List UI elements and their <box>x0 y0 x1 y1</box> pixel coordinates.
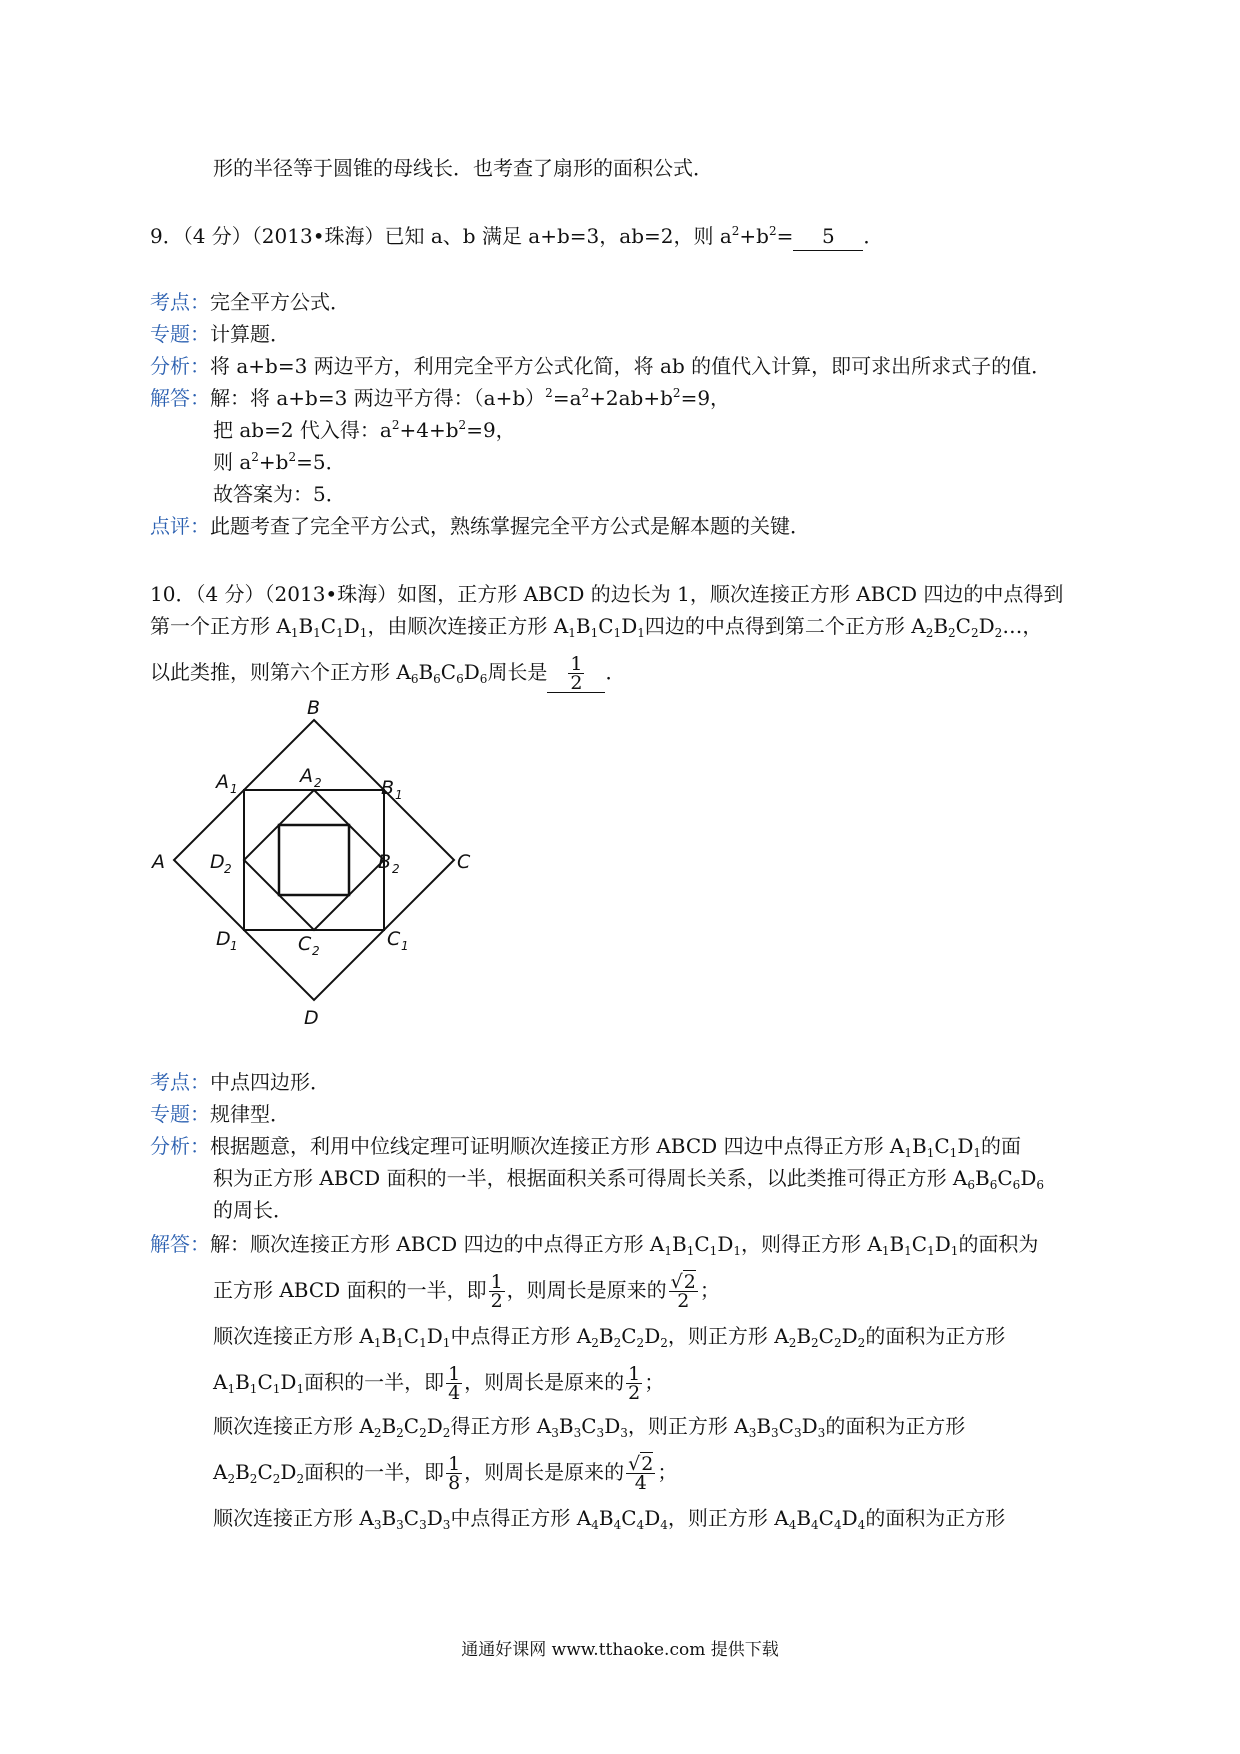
frac-num: 1 <box>448 1453 461 1475</box>
q10-text: ，由顺次连接正方形 A <box>367 614 569 638</box>
label-B1-sub: 1 <box>395 788 403 802</box>
jieda-text: C <box>621 1506 637 1530</box>
sqrt <box>671 1273 696 1291</box>
label-D1-sub: 1 <box>230 939 238 953</box>
sub: 1 <box>336 626 344 640</box>
label-kaodian: 考点： <box>150 290 210 314</box>
frac-num: 1 <box>490 1271 503 1293</box>
sub: 3 <box>419 1518 427 1532</box>
label-D1: D <box>216 928 231 950</box>
jieda-text: D <box>426 1414 443 1438</box>
sub: 2 <box>636 1336 645 1350</box>
q10-jieda-2 <box>213 1268 720 1312</box>
fraction-eighth <box>446 1455 462 1492</box>
jieda-text: B <box>672 1232 687 1256</box>
sub: 2 <box>811 1336 819 1350</box>
q10-text: B <box>298 614 314 638</box>
jieda-text: =5． <box>296 450 346 474</box>
jieda-text: ，则正方形 A <box>627 1414 749 1438</box>
sup: 2 <box>731 224 740 238</box>
q9-jieda-2 <box>213 416 516 444</box>
jieda-text: D <box>280 1370 297 1394</box>
label-zhuanti: 专题： <box>150 1102 210 1126</box>
jieda-text: 面积的一半，即 <box>304 1370 445 1394</box>
q10-text: B <box>418 660 434 684</box>
jieda-text: C <box>403 1414 420 1438</box>
sup: 2 <box>251 450 259 464</box>
jieda-text: C <box>257 1460 273 1484</box>
q10-jieda-5 <box>213 1412 965 1440</box>
jieda-text: 的面积为正方形 <box>825 1414 966 1438</box>
q10-fenxi-3: 的周长． <box>213 1198 293 1222</box>
q10-text: D <box>343 614 360 638</box>
label-A2: A <box>300 765 313 787</box>
sub: 3 <box>373 1518 382 1532</box>
label-B: B <box>307 700 321 719</box>
label-C: C <box>457 851 471 873</box>
sub: 1 <box>973 1146 981 1160</box>
frac-num: 1 <box>628 1363 641 1385</box>
q10-jieda-7 <box>213 1504 1005 1532</box>
jieda-text: C <box>403 1506 420 1530</box>
q10-text: 以此类推，则第六个正方形 A <box>150 660 411 684</box>
sub: 1 <box>950 1244 959 1258</box>
jieda-text: 中点得正方形 A <box>450 1324 592 1348</box>
sub: 1 <box>926 1146 935 1160</box>
q10-jieda-1 <box>150 1230 1038 1258</box>
sub: 4 <box>613 1518 622 1532</box>
sub: 6 <box>456 672 464 686</box>
label-C1: C <box>387 928 401 950</box>
sub: 3 <box>596 1426 605 1440</box>
jieda-text: B <box>381 1414 397 1438</box>
label-zhuanti: 专题： <box>150 322 210 346</box>
sub: 4 <box>811 1518 819 1532</box>
jieda-text: 则 a <box>213 450 252 474</box>
jieda-text: ，则周长是原来的 <box>464 1460 625 1484</box>
frac-num: 1 <box>448 1363 461 1385</box>
square-a3b3c3d3 <box>279 825 349 895</box>
label-A2-sub: 2 <box>314 776 322 790</box>
sub: 2 <box>249 1472 258 1486</box>
sub: 3 <box>748 1426 757 1440</box>
fenxi-text: B <box>912 1134 927 1158</box>
sub: 1 <box>904 1146 913 1160</box>
label-A1-sub: 1 <box>230 782 238 796</box>
q10-text: C <box>598 614 614 638</box>
q10-jieda-6 <box>213 1450 677 1494</box>
fraction-half <box>489 1273 505 1310</box>
sub: 1 <box>419 1336 427 1350</box>
q9-stem-text: = <box>776 224 794 248</box>
sub: 4 <box>591 1518 599 1532</box>
sup: 2 <box>288 450 297 464</box>
fenxi-text: 根据题意，利用中位线定理可证明顺次连接正方形 ABCD 四边中点得正方形 A <box>210 1134 905 1158</box>
q10-text: D <box>463 660 480 684</box>
sub: 1 <box>637 626 645 640</box>
jieda-text: ； <box>699 1278 720 1302</box>
fenxi-text: D <box>1020 1166 1037 1190</box>
q10-text: 第一个正方形 A <box>150 614 291 638</box>
sub: 1 <box>949 1146 958 1160</box>
frac-den: 2 <box>628 1382 641 1404</box>
sub: 2 <box>925 626 934 640</box>
q9-stem <box>150 222 883 251</box>
sup: 2 <box>672 386 681 400</box>
jieda-text: D <box>280 1460 297 1484</box>
sub: 6 <box>433 672 441 686</box>
sub: 2 <box>373 1426 382 1440</box>
label-D: D <box>304 1007 319 1029</box>
frac-den: 8 <box>448 1472 461 1494</box>
dianping-text: 此题考查了完全平方公式，熟练掌握完全平方公式是解本题的关键． <box>210 514 810 538</box>
sub: 3 <box>817 1426 826 1440</box>
jieda-text: D <box>644 1506 661 1530</box>
sub: 2 <box>296 1472 305 1486</box>
jieda-text: C <box>581 1414 597 1438</box>
jieda-text: C <box>694 1232 710 1256</box>
q9-fenxi <box>150 352 1051 380</box>
q10-text: B <box>575 614 591 638</box>
jieda-text: C <box>911 1232 928 1256</box>
sub: 2 <box>788 1336 797 1350</box>
q9-jieda-3 <box>213 448 346 476</box>
jieda-text: D <box>426 1506 443 1530</box>
sub: 6 <box>479 672 488 686</box>
fraction-quarter <box>446 1365 462 1402</box>
sub: 6 <box>989 1178 998 1192</box>
sub: 3 <box>442 1518 451 1532</box>
q10-text: C <box>955 614 971 638</box>
jieda-text: C <box>257 1370 273 1394</box>
label-B2: B <box>378 851 392 873</box>
sqrt-sign: √ <box>628 1453 641 1475</box>
label-C2-sub: 2 <box>312 944 320 958</box>
jieda-text: ； <box>644 1370 665 1394</box>
sup: 2 <box>545 386 553 400</box>
sub: 2 <box>613 1336 622 1350</box>
jieda-text: 得正方形 A <box>450 1414 552 1438</box>
sub: 3 <box>793 1426 802 1440</box>
fenxi-text: 的面 <box>981 1134 1021 1158</box>
intro-line: 形的半径等于圆锥的母线长．也考查了扇形的面积公式． <box>213 156 713 180</box>
sub: 6 <box>1012 1178 1021 1192</box>
label-A1: A <box>216 771 229 793</box>
square-a1b1c1d1 <box>244 790 384 930</box>
frac-den: 4 <box>448 1382 461 1404</box>
sup: 2 <box>581 386 590 400</box>
jieda-text: B <box>235 1460 250 1484</box>
sub: 3 <box>573 1426 582 1440</box>
jieda-text: D <box>934 1232 951 1256</box>
sub: 4 <box>636 1518 645 1532</box>
sub: 1 <box>227 1382 236 1396</box>
q9-jieda-1 <box>150 384 730 412</box>
q10-text: …， <box>1002 614 1043 638</box>
sub: 1 <box>686 1244 695 1258</box>
jieda-text: 解：顺次连接正方形 ABCD 四边的中点得正方形 A <box>210 1232 665 1256</box>
q9-kaodian <box>150 288 350 316</box>
label-C2: C <box>298 933 312 955</box>
sub: 2 <box>396 1426 404 1440</box>
jieda-text: ； <box>657 1460 678 1484</box>
kaodian-text: 完全平方公式． <box>210 290 350 314</box>
jieda-text: D <box>717 1232 734 1256</box>
jieda-text: ，则周长是原来的 <box>506 1278 667 1302</box>
jieda-text: B <box>235 1370 250 1394</box>
sqrt-sign: √ <box>670 1271 683 1293</box>
jieda-text: 顺次连接正方形 A <box>213 1414 374 1438</box>
q10-fenxi-2 <box>213 1164 1044 1192</box>
jieda-text: B <box>381 1324 397 1348</box>
jieda-text: ，则得正方形 A <box>741 1232 882 1256</box>
jieda-text: 正方形 ABCD 面积的一半，即 <box>213 1278 487 1302</box>
jieda-text: B <box>756 1414 772 1438</box>
sub: 1 <box>904 1244 912 1258</box>
sub: 2 <box>948 626 956 640</box>
sub: 1 <box>664 1244 673 1258</box>
q10-zhuanti <box>150 1100 290 1128</box>
q10-text: D <box>978 614 995 638</box>
sub: 1 <box>709 1244 718 1258</box>
frac-den: 4 <box>634 1472 647 1494</box>
nested-squares-figure <box>150 700 480 1030</box>
label-A: A <box>152 851 165 873</box>
fraction-sqrt2-over-2 <box>669 1273 698 1310</box>
jieda-text: B <box>796 1324 812 1348</box>
kaodian-text: 中点四边形． <box>210 1070 330 1094</box>
q10-text: B <box>933 614 949 638</box>
sub: 2 <box>970 626 979 640</box>
jieda-text: ，则正方形 A <box>667 1506 789 1530</box>
q9-stem-text: 9．（4 分）（2013•珠海）已知 a、b 满足 a+b=3，ab=2，则 a <box>150 224 732 248</box>
fenxi-text: B <box>975 1166 990 1190</box>
q10-text: D <box>621 614 638 638</box>
page-footer: 通通好课网 www.tthaoke.com 提供下载 <box>461 1640 779 1660</box>
sub: 2 <box>857 1336 866 1350</box>
jieda-text: +2ab+b <box>589 386 673 410</box>
sqrt <box>628 1455 653 1473</box>
sub: 2 <box>227 1472 236 1486</box>
q9-zhuanti <box>150 320 290 348</box>
q9-stem-text: +b <box>739 224 769 248</box>
q10-stem-3 <box>150 652 625 693</box>
label-jieda: 解答： <box>150 386 210 410</box>
jieda-text: 解：将 a+b=3 两边平方得：（a+b） <box>210 386 546 410</box>
label-D2: D <box>210 851 225 873</box>
jieda-text: B <box>598 1506 614 1530</box>
jieda-text: ，则周长是原来的 <box>464 1370 625 1394</box>
label-dianping: 点评： <box>150 514 210 538</box>
q10-text: 四边的中点得到第二个正方形 A <box>644 614 926 638</box>
zhuanti-text: 规律型． <box>210 1102 290 1126</box>
jieda-text: B <box>558 1414 574 1438</box>
sub: 6 <box>410 672 419 686</box>
sub: 1 <box>313 626 321 640</box>
fenxi-text: C <box>997 1166 1013 1190</box>
jieda-text: 中点得正方形 A <box>450 1506 592 1530</box>
sub: 1 <box>249 1382 258 1396</box>
jieda-text: D <box>841 1324 858 1348</box>
label-jieda: 解答： <box>150 1232 210 1256</box>
jieda-text: C <box>621 1324 637 1348</box>
label-fenxi: 分析： <box>150 1134 210 1158</box>
label-D2-sub: 2 <box>224 862 232 876</box>
sub: 1 <box>927 1244 935 1258</box>
q10-jieda-3 <box>213 1322 1005 1350</box>
jieda-text: +4+b <box>399 418 459 442</box>
q10-text: C <box>440 660 457 684</box>
jieda-text: D <box>644 1324 661 1348</box>
sup: 2 <box>391 418 400 432</box>
sub: 4 <box>788 1518 797 1532</box>
jieda-text: B <box>381 1506 397 1530</box>
fraction-half <box>626 1365 642 1402</box>
jieda-text: D <box>801 1414 818 1438</box>
sub: 3 <box>551 1426 559 1440</box>
frac-den: 2 <box>570 672 583 694</box>
sub: 1 <box>296 1382 305 1396</box>
sup: 2 <box>458 418 467 432</box>
jieda-text: D <box>426 1324 443 1348</box>
sub: 4 <box>857 1518 866 1532</box>
jieda-text: C <box>403 1324 420 1348</box>
sub: 1 <box>568 626 576 640</box>
sub: 4 <box>833 1518 842 1532</box>
sub: 2 <box>833 1336 842 1350</box>
sub: 2 <box>419 1426 427 1440</box>
jieda-text: B <box>889 1232 905 1256</box>
jieda-text: B <box>598 1324 614 1348</box>
sub: 2 <box>442 1426 451 1440</box>
frac-den: 2 <box>677 1290 690 1312</box>
sub: 1 <box>272 1382 281 1396</box>
sub: 1 <box>733 1244 741 1258</box>
sub: 1 <box>881 1244 890 1258</box>
sub: 4 <box>660 1518 668 1532</box>
sub: 2 <box>591 1336 599 1350</box>
sub: 3 <box>771 1426 779 1440</box>
sup: 2 <box>768 224 777 238</box>
jieda-text: 的面积为正方形 <box>865 1324 1006 1348</box>
zhuanti-text: 计算题． <box>210 322 290 346</box>
sub: 1 <box>590 626 599 640</box>
q9-stem-end: ． <box>863 224 884 248</box>
fenxi-text: 积为正方形 ABCD 面积的一半，根据面积关系可得周长关系，以此类推可得正方形 A <box>213 1166 968 1190</box>
q9-jieda-4: 故答案为：5． <box>213 482 346 506</box>
label-kaodian: 考点： <box>150 1070 210 1094</box>
q9-dianping <box>150 512 810 540</box>
q10-fenxi-1 <box>150 1132 1021 1160</box>
sqrt-radicand: 2 <box>683 1271 696 1293</box>
jieda-text: C <box>818 1324 834 1348</box>
sub: 3 <box>620 1426 628 1440</box>
label-B1: B <box>381 777 395 799</box>
frac-den: 2 <box>490 1290 503 1312</box>
sub: 3 <box>396 1518 404 1532</box>
label-fenxi: 分析： <box>150 354 210 378</box>
fenxi-text: D <box>957 1134 974 1158</box>
q10-stem-2 <box>150 612 1042 640</box>
jieda-text: 顺次连接正方形 A <box>213 1506 374 1530</box>
q10-text: 周长是 <box>487 660 548 684</box>
fenxi-text: 将 a+b=3 两边平方，利用完全平方公式化简，将 ab 的值代入计算，即可求出所求式子的值． <box>210 354 1052 378</box>
sub: 2 <box>660 1336 668 1350</box>
q9-answer: 5 <box>793 222 863 251</box>
sub: 1 <box>359 626 368 640</box>
fraction-sqrt2-over-4 <box>626 1455 655 1492</box>
jieda-text: =9， <box>466 418 516 442</box>
sub: 6 <box>1036 1178 1044 1192</box>
frac-num: 1 <box>570 653 583 675</box>
jieda-text: A <box>213 1370 228 1394</box>
q10-kaodian <box>150 1068 330 1096</box>
jieda-text: 把 ab=2 代入得：a <box>213 418 392 442</box>
sub: 1 <box>373 1336 382 1350</box>
jieda-text: D <box>604 1414 621 1438</box>
jieda-text: 面积的一半，即 <box>304 1460 445 1484</box>
jieda-text: +b <box>258 450 289 474</box>
fraction <box>568 655 584 692</box>
sub: 2 <box>994 626 1003 640</box>
jieda-text: =a <box>552 386 582 410</box>
jieda-text: D <box>841 1506 858 1530</box>
jieda-text: 顺次连接正方形 A <box>213 1324 374 1348</box>
q10-text: C <box>320 614 337 638</box>
q10-text: ． <box>605 660 626 684</box>
jieda-text: A <box>213 1460 228 1484</box>
label-B2-sub: 2 <box>392 862 400 876</box>
sub: 1 <box>442 1336 451 1350</box>
jieda-text: ，则正方形 A <box>667 1324 789 1348</box>
q10-jieda-4 <box>213 1360 664 1404</box>
q10-answer <box>547 652 605 693</box>
sub: 1 <box>396 1336 404 1350</box>
square-a2b2c2d2 <box>244 790 384 930</box>
sub: 1 <box>613 626 622 640</box>
jieda-text: C <box>778 1414 794 1438</box>
label-C1-sub: 1 <box>401 939 409 953</box>
jieda-text: B <box>796 1506 812 1530</box>
sub: 2 <box>272 1472 281 1486</box>
jieda-text: =9， <box>680 386 731 410</box>
jieda-text: 的面积为正方形 <box>865 1506 1006 1530</box>
fenxi-text: C <box>934 1134 950 1158</box>
sub: 6 <box>967 1178 976 1192</box>
sqrt-radicand: 2 <box>641 1453 654 1475</box>
jieda-text: 的面积为 <box>958 1232 1039 1256</box>
jieda-text: C <box>818 1506 834 1530</box>
sub: 1 <box>290 626 299 640</box>
q10-stem-1: 10．（4 分）（2013•珠海）如图，正方形 ABCD 的边长为 1，顺次连接正方形 ABCD 四边的中点得到 <box>150 582 1064 606</box>
